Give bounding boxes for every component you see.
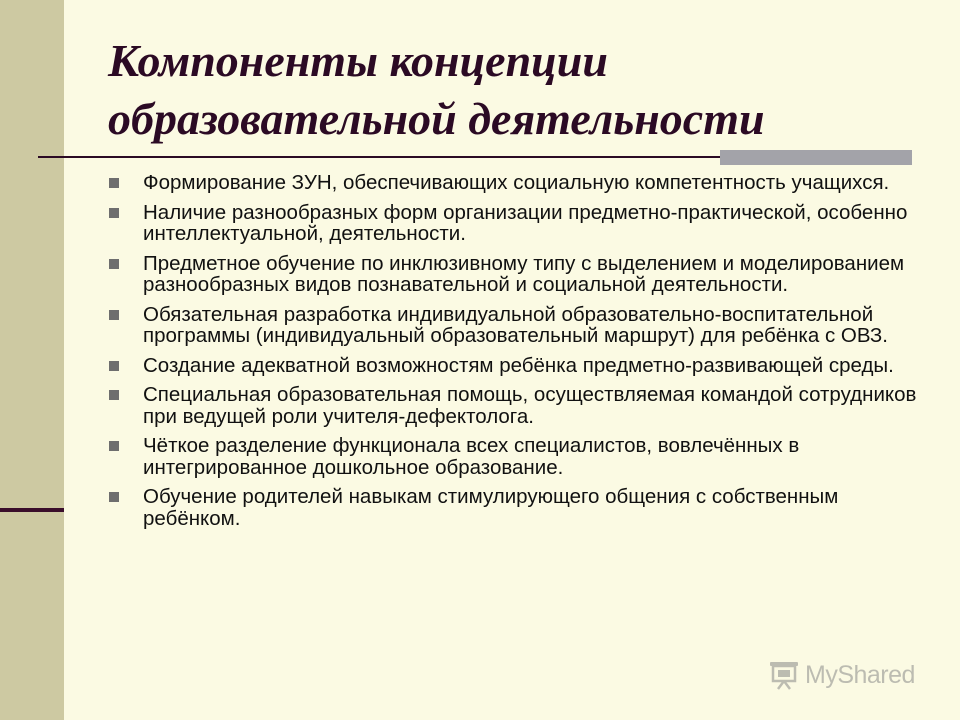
watermark-text: MyShared xyxy=(805,660,915,689)
left-decor-band xyxy=(0,0,64,720)
bullet-text: Создание адекватной возможностям ребёнка предметно-развивающей среды. xyxy=(143,353,894,377)
bullet-text: Специальная образовательная помощь, осуществляемая командой сотрудников при ведущей роли учителя-дефектолога. xyxy=(143,383,917,428)
bullet-text: Чёткое разделение функционала всех специалистов, вовлечённых в интегрированное дошкольное образование. xyxy=(143,434,800,479)
slide-title-line-1: Компоненты концепции xyxy=(108,35,608,86)
bullet-item xyxy=(108,384,918,427)
bullet-text: Обучение родителей навыкам стимулирующего общения с собственным ребёнком. xyxy=(143,485,839,530)
bullet-text: Обязательная разработка индивидуальной образовательно-воспитательной программы (индивидуальный образовательный маршрут) для ребёнка с ОВЗ. xyxy=(143,302,888,347)
left-band-accent-line xyxy=(0,508,64,512)
bullet-item xyxy=(108,486,918,529)
bullet-item xyxy=(108,202,918,245)
slide-title xyxy=(108,32,928,148)
bullet-text: Предметное обучение по инклюзивному типу с выделением и моделированием разнообразных видов познавательной и социальной деятельности. xyxy=(143,251,905,296)
square-bullet-icon xyxy=(109,492,119,502)
square-bullet-icon xyxy=(109,259,119,269)
slide-title-line-2: образовательной деятельности xyxy=(108,93,765,144)
title-underline-accent xyxy=(720,150,912,165)
bullet-item xyxy=(108,253,918,296)
square-bullet-icon xyxy=(109,390,119,400)
bullet-item xyxy=(108,172,918,194)
bullet-item xyxy=(108,304,918,347)
bullet-item xyxy=(108,435,918,478)
square-bullet-icon xyxy=(109,178,119,188)
projector-screen-icon xyxy=(768,659,800,691)
bullet-item xyxy=(108,355,918,377)
square-bullet-icon xyxy=(109,208,119,218)
square-bullet-icon xyxy=(109,441,119,451)
bullet-text: Формирование ЗУН, обеспечивающих социальную компетентность учащихся. xyxy=(143,171,890,194)
myshared-watermark xyxy=(768,658,915,692)
square-bullet-icon xyxy=(109,361,119,371)
bullet-text: Наличие разнообразных форм организации предметно-практической, особенно интеллектуальной, деятельности. xyxy=(143,200,908,245)
bullet-list xyxy=(108,172,918,537)
square-bullet-icon xyxy=(109,310,119,320)
